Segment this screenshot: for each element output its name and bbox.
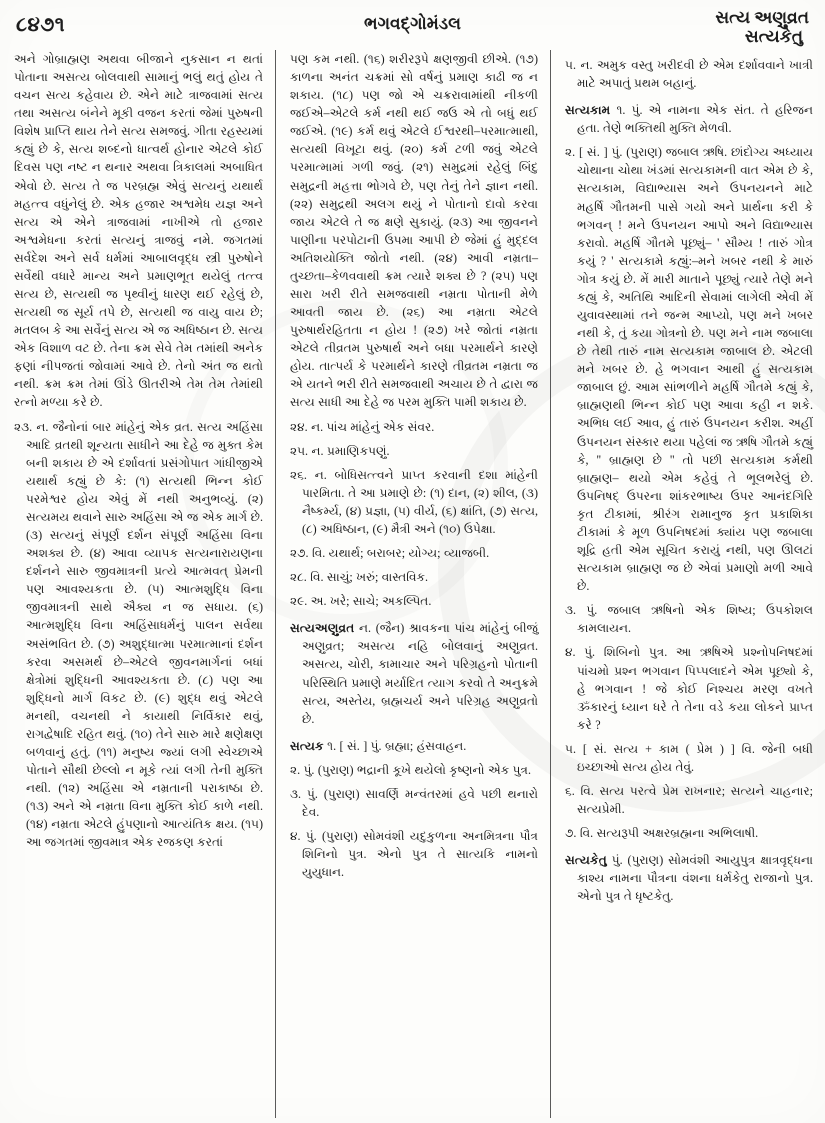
sense-number: ૫. (565, 58, 576, 72)
sense-text: [ સં. ] પું. (પુરાણ) જબાલ ઋષિ. છાંદોગ્ય અધ્યાય ચોથાના ચોથા ખંડમાં સત્યકામની વાત એમ છે કે, સત્યકામ, વિદ્યાભ્યાસ અને ઉપનયનને માટે મહર્ષિ ગૌતમની પાસે ગયો અને પ્રાર્થના કરી કે ભગવન્ ! મને ઉપનયન આપો અને વિદ્યાભ્યાસ કરાવો. મહર્ષિ ગૌતમે પૂછ્યું– ' સૌમ્ય ! તારું ગોત્ર કયું ? ' સત્યકામે કહ્યું:–મને ખબર નથી કે મારું ગોત્ર કયું છે. મેં મારી માતાને પૂછ્યું ત્યારે તેણે મને કહ્યું કે, અતિથિ આદિની સેવામાં લાગેલી એવી મેં યુવાવસ્થામાં તને જન્મ આપ્યો, પણ મને ખબર નથી કે, તું કયા ગોત્રનો છે. પણ મને નામ જબાલા છે તેથી તારું નામ સત્યકામ જાબાલ છે. એટલી મને ખબર છે. હે ભગવાન આથી હું સત્યકામ જાબાલ છું. આમ સાંભળીને મહર્ષિ ગૌતમે કહ્યું કે, બ્રાહ્મણથી ભિન્ન કોઈ પણ આવા કહી ન શકે. અભિધ લઈ આવ, હું તારું ઉપનયન કરીશ. અહીં ઉપનયન સંસ્કાર થયા પહેલાં જ ઋષિ ગૌતમે કહ્યું કે, '' બ્રાહ્મણ છે '' તો પછી સત્યકામ કર્મથી બ્રાહ્મણ– થયો એમ કહેવું તે ભૂલભરેલું છે. ઉપનિષદ્ ઉપરના શાંકરભાષ્ય ઉપર આનંદગિરિ કૃત ટીકામાં, શ્રીરંગ રામાનુજ કૃત પ્રકાશિકા ટીકામાં કે મૂળ ઉપનિષદમાં ક્યાંય પણ જબાલા શૂદ્રિ હતી એમ સૂચિત કરાયું નથી, પણ ઊલટાં સત્યકામ બ્રાહ્મણ જ છે એવાં પ્રમાણો મળી આવે છે. (577, 145, 813, 594)
dictionary-entry (565, 851, 813, 905)
sense-number: ૨૪. (290, 419, 308, 434)
sense-number: ૨૮. (290, 570, 307, 585)
sense-text: ન. અમુક વસ્તુ ખરીદવી છે એમ દર્શાવવાને ખાત્રી માટે અપાતું પ્રથમ બહાનું. (577, 58, 813, 91)
sense-definition (14, 418, 263, 852)
sense-text: વિ. સત્યરૂપી અક્ષરબ્રહ્મના અભિલાષી. (579, 826, 759, 841)
column-1 (0, 50, 275, 1118)
page-header (0, 0, 825, 48)
sense-text: વિ. યથાર્થ; બરાબર; યોગ્ય; વ્યાજબી. (311, 546, 490, 561)
running-head-line-1: સત્ય અણુવ્રત (715, 8, 809, 27)
sense-definition (290, 592, 538, 610)
sense-number: ૧. (327, 738, 337, 753)
paragraph-text: પણ કમ નથી. (૧૬) શરીરરૂપે ક્ષણજીવી છીએ. (૧૭) કાળના અનંત ચક્રમાં સો વર્ષનું પ્રમાણ કાઢી જ ન શકાય. (૧૮) પણ જો એ ચક્રરાવામાંથી નીકળી જઈએ–એટલે કર્મ નથી થઈ જઉ એ તો બધું થઈ જઈએ. (૧૯) કર્મ થવું એટલે ઈશ્વરથી–પરમાત્માથી, સત્યથી વિખૂટા થવું. (૨૦) કર્મ ટળી જવું એટલે પરમાત્મામાં ગળી જવું. (૨૧) સમુદ્રમાં રહેલું બિંદુ સમુદ્રની મહત્તા ભોગવે છે, પણ તેનું તેને જ્ઞાન નથી. (૨૨) સમુદ્રથી અલગ થયું ને પોતાનો દાવો કરવા જાય એટલે તે જ ક્ષણે સુકાયું. (૨૩) આ જીવનને પાણીના પરપોટાની ઉપમા આપી છે જેમાં હું મુદ્દલ અતિશયોક્તિ જોતો નથી. (૨૪) આવી નમ્રતા–તુચ્છતા–કેળવવાથી ક્રમ ત્યારે શક્ય છે ? (૨૫) પણ સારા ખરી રીતે સમજવાથી નમ્રતા પોતાની મેળે આવતી જાય છે. (૨૬) આ નમ્રતા એટલે પુરુષાર્થરહિતતા ન હોય ! (૨૭) ખરે જોતાં નમ્રતા એટલે તીવ્રતમ પુરુષાર્થ અને બધા પરમાર્થને કારણે હોય. તાત્પર્ય કે પરમાર્થને કારણે તીવ્રતમ નમ્રતા જ એ યતને ભરી રીતે સમજવાથી અચાય છે તે દ્વારા જ સત્ય સાધી આ દેહે જ પરમ મુક્તિ પામી શકાય છે. (290, 52, 538, 410)
text-columns (0, 50, 825, 1118)
dictionary-entry (290, 619, 538, 727)
sense-number: ૪. (565, 645, 576, 660)
entry-headword: સત્યઅણુવ્રત (290, 621, 355, 636)
sense-definition (565, 740, 813, 776)
sense-definition (290, 466, 538, 538)
sense-text: ન. પ્રમાણિકપણું. (311, 443, 390, 458)
sense-text: પું. (પુરાણ) સાવર્ણિ મન્વંતરમાં હવે પછી થનારો દેવ. (302, 786, 538, 819)
paragraph-continuation (290, 50, 538, 412)
sense-text: પું. શિબિનો પુત્ર. આ ઋષિએ પ્રશ્નોપનિષદમાં પાંચમો પ્રશ્ન ભગવાન પિપ્પલાદને એમ પૂછ્યો કે, હે ભગવાન ! જે કોઈ નિશ્ચય મરણ વખતે ૐકારનું ધ્યાન ધરે તે તેના વડે કયા લોકને પ્રાપ્ત કરે ? (577, 645, 813, 732)
sense-definition (290, 442, 538, 460)
sense-definition (290, 568, 538, 586)
sense-text: ન. જૈનોનાં બાર માંહેનું એક વ્રત. સત્ય અહિંસા આદિ વ્રતથી શૂન્યતા સાધીને આ દેહે જ મુક્ત કેમ બની શકાય છે એ દર્શાવતાં પ્રસંગોપાત ગાંધીજીએ યથાર્થ કહ્યું છે કે: (૧) સત્યથી ભિન્ન કોઈ પરમેશ્વર હોય એવું મેં નથી અનુભવ્યું. (૨) સત્યમય થવાને સારુ અહિંસા એ જ એક માર્ગ છે. (૩) સત્યનું સંપૂર્ણ દર્શન સંપૂર્ણ અહિંસા વિના અશક્ય છે. (૪) આવા વ્યાપક સત્યનારાયણના દર્શનને સારુ જીવમાત્રની પ્રત્યે આત્મવત્ પ્રેમની પણ આવશ્યકતા છે. (૫) આત્મશુદ્ધિ વિના જીવમાત્રની સાથે ઐક્ય ન જ સધાય. (૬) આત્મશુદ્ધિ વિના અહિંસાધર્મનું પાલન સર્વથા અસંભવિત છે. (૭) અશુદ્ધાત્મા પરમાત્માનાં દર્શન કરવા અસમર્થ છે–એટલે જીવનમાર્ગનાં બધાં ક્ષેત્રોમાં શુદ્ધિની આવશ્યકતા છે. (૮) પણ આ શુદ્ધિનો માર્ગ વિકટ છે. (૯) શુદ્ધ થવું એટલે મનથી, વચનથી ને કાયાથી નિર્વિકાર થવું, રાગદ્વેષાદિ રહિત થવું. (૧૦) તેને સારુ મારે ક્ષણેક્ષણ બળવાનું હતું. (૧૧) મનુષ્ય જ્યાં લગી સ્વેચ્છાએ પોતાને સૌથી છેલ્લો ન મૂકે ત્યાં લગી તેની મુક્તિ નથી. (૧૨) અહિંસા એ નમ્રતાની પરાકાષ્ઠા છે. (૧૩) અને એ નમ્રતા વિના મુક્તિ કોઈ કાળે નથી. (૧૪) નમ્રતા એટલે હુંપણાનો આત્યંતિક ક્ષય. (૧૫) આ જગતમાં જીવમાત્ર એક રજકણ કરતાં (26, 419, 263, 850)
sense-definition (290, 418, 538, 436)
sense-number: ૨૩. (14, 419, 33, 434)
sense-definition (290, 544, 538, 562)
column-3 (550, 50, 825, 1118)
sense-text: ન. બોધિસત્ત્વને પ્રાપ્ત કરવાની દશા માંહેની પારમિતા. તે આ પ્રમાણે છે: (૧) દાન, (૨) શીલ, (૩) નૈષ્કર્મ્ય, (૪) પ્રજ્ઞા, (૫) વીર્ય, (૬) ક્ષાંતિ, (૭) સત્ય, (૮) અધિષ્ઠાન, (૯) મૈત્રી અને (૧૦) ઉપેક્ષા. (302, 467, 538, 536)
sense-number: ૧. (616, 103, 626, 118)
sense-definition (290, 761, 538, 779)
sense-number: ૩. (565, 603, 577, 618)
sense-text: અ. ખરે; સાચે; અકલ્પિત. (310, 594, 432, 609)
entry-text: પું. (પુરાણ) સોમવંશી આયુપુત્ર ક્ષાત્રવૃદ્ધના કાશ્ય નામના પૌત્રના વંશના ધર્મકેતુ રાજાનો પુત્ર. એનો પુત્ર તે ધૃષ્ટકેતુ. (577, 853, 813, 904)
sense-definition (290, 785, 538, 821)
sense-number: ૪. (290, 829, 301, 844)
dictionary-entry (565, 101, 813, 137)
sense-definition (565, 143, 813, 595)
book-title: ભગવદ્ગોમંડલ (364, 14, 461, 33)
dictionary-entry (290, 737, 538, 755)
entry-headword: સત્યકામ (565, 103, 611, 118)
sense-text: વિ. સત્ય પરત્વે પ્રેમ રાખનાર; સત્યને ચાહનાર; સત્યપ્રેમી. (577, 783, 813, 817)
paragraph-continuation (14, 50, 263, 412)
sense-definition (565, 824, 813, 842)
sense-definition (565, 782, 813, 818)
sense-text: ન. પાંચ માંહેનું એક સંવર. (311, 419, 435, 434)
sense-number: ૨૫. (290, 443, 309, 458)
running-head (715, 8, 809, 46)
entry-text: ન. (જૈન) શ્રાવકના પાંચ માંહેનું બીજું અણુવ્રત; અસત્ય નહિ બોલવાનું અણુવ્રત. અસત્ય, ચોરી, કામાચાર અને પરિગ્રહનો પોતાની પરિસ્થિતિ પ્રમાણે મર્યાદિત ત્યાગ કરવો તે અનુક્રમે સત્ય, અસ્તેય, બ્રહ્મચર્ય અને પરિગ્રહ અણુવ્રતો છે. (302, 621, 538, 726)
page-number: ૮૪૭૧ (16, 14, 66, 36)
sense-text: [ સં. સત્ય + કામ ( પ્રેમ ) ] વિ. જેની બધી ઇચ્છાઓ સત્ય હોય તેવું. (577, 741, 813, 774)
sense-definition (290, 827, 538, 881)
sense-number: ૩. (290, 786, 302, 801)
sense-definition (565, 56, 813, 92)
entry-text: પું. એ નામના એક સંત. તે હરિજન હતા. તેણે ભક્તિથી મુક્તિ મેળવી. (577, 103, 813, 136)
sense-text: વિ. સાચું; ખરું; વાસ્તવિક. (310, 570, 429, 585)
sense-text: પું. જબાલ ઋષિનો એક શિષ્ય; ઉપકોશલ કામલાયન. (577, 603, 813, 636)
entry-headword: સત્યક (290, 738, 324, 753)
sense-number: ૨. (565, 145, 576, 160)
sense-text: પું. (પુરાણ) સોમવંશી યદુકુળના અનમિત્રના પૌત્ર શિનિનો પુત્ર. એનો પુત્ર તે સાત્યકિ નામનો યુયુધાન. (302, 829, 538, 880)
sense-number: ૬. (565, 783, 575, 798)
sense-number: ૫. (565, 741, 576, 756)
sense-number: ૨૭. (290, 546, 309, 561)
sense-number: ૭. (565, 826, 577, 841)
sense-text: પું. (પુરાણ) ભદ્રાની કૂખે થયેલો કૃષ્ણનો એક પુત્ર. (303, 762, 531, 777)
sense-number: ૨૬. (290, 467, 307, 482)
sense-number: ૨. (290, 762, 301, 777)
column-2 (275, 50, 550, 1118)
entry-text: [ સં. ] પું. બ્રહ્મા; હંસવાહન. (339, 738, 467, 753)
sense-number: ૨૯. (290, 594, 308, 609)
sense-definition (565, 601, 813, 637)
paragraph-text: અને ગોબ્રાહ્મણ અથવા બીજાને નુકસાન ન થતાં પોતાના અસત્ય બોલવાથી સામાનું ભલું થતું હોય તે વચન સત્ય કહેવાય છે. એને માટે ત્રાજવામાં સત્ય તથા અસત્ય બંનેને મૂકી વજન કરતાં જેમાં પુરુષની વિશેષ પ્રાપ્તિ થાય તેને સત્ય સમજવું. ગીતા રહસ્યમાં કહ્યું છે કે, સત્ય શબ્દનો ધાત્વર્થ હોનાર એટલે કોઈ દિવસ પણ નષ્ટ ન થનાર અથવા ત્રિકાલમાં અબાધિત એવો છે. સત્ય તે જ પરબ્રહ્મ એવું સત્યનું યથાર્થ મહત્ત્વ વધુંનેલું છે. એક હજાર અશ્વમેધ યજ્ઞ અને સત્ય એ એને ત્રાજવામાં નાખીએ તો હજાર અશ્વમેધના કરતાં સત્યનું ત્રાજવું નમે. જગતમાં સર્વદેશ અને સર્વ ધર્મમાં આબાલવૃદ્ધ સ્ત્રી પુરુષોને સર્વેથી વધારે માન્ય અને પ્રમાણભૂત થયેલું તત્ત્વ સત્ય છે, સત્યથી જ પૃથ્વીનું ધારણ થઈ રહેલું છે, સત્યથી જ સૂર્ય તપે છે, સત્યથી જ વાયુ વાય છે; મતલબ કે આ સર્વેનું સત્ય એ જ અધિષ્ઠાન છે. સત્ય એક વિશાળ વટ છે. તેના ક્રમ સેવે તેમ તમાંથી અનેક ફણાં નીપજતાં જોવામાં આવે છે. તેનો અંત જ થતો નથી. ક્રમ ક્રમ તેમાં ઊંડે ઊતરીએ તેમ તેમ તેમાંથી રત્નો મળ્યા કરે છે. (14, 52, 263, 410)
running-head-line-2: સત્યકેતુ (744, 27, 803, 47)
entry-headword: સત્યકેતુ (565, 853, 607, 868)
sense-definition (565, 643, 813, 733)
